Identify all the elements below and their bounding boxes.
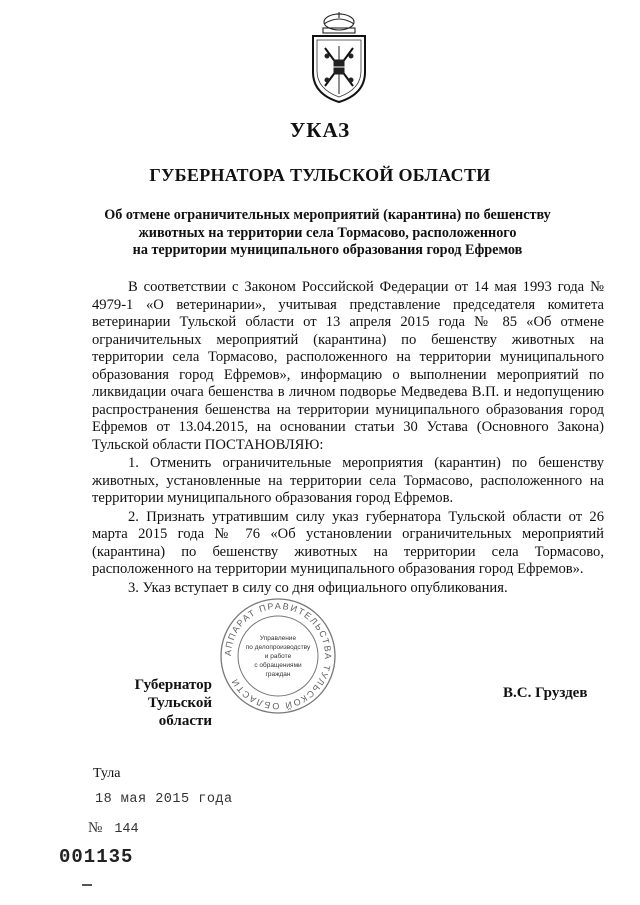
signatory-name: В.С. Груздев <box>503 685 588 701</box>
stamp-line: с обращениями <box>254 662 302 669</box>
decree-item-3: 3. Указ вступает в силу со дня официального опубликования. <box>128 579 508 596</box>
document-title: УКАЗ <box>289 118 351 142</box>
issue-place: Тула <box>93 766 121 781</box>
number-value: 144 <box>114 822 139 837</box>
position-line: Тульской области <box>148 695 212 729</box>
stamp-ring-text: АППАРАТ ПРАВИТЕЛЬСТВА ТУЛЬСКОЙ ОБЛАСТИ <box>222 600 334 712</box>
stamp-line: по делопроизводству <box>245 644 311 651</box>
preamble-paragraph: В соответствии с Законом Российской Федерации от 14 мая 1993 года № 4979-1 «О ветеринарии», учитывая представление председателя комитета ветеринарии Тульской области от 13 апреля 2015 года № 85 «Об отмене ограничительных мероприятий (карантина) по бешенству животных на территории села Тормасово, расположенного на территории муниципального образования город Ефремов», информацию о выполнении мероприятий по ликвидации очага бешенства в личном подворье Медведева В.П. и недопущению распространения бешенства на территории муниципального образования город Ефремов от 13.04.2015, на основании статьи 30 Устава (Основного Закона) Тульской области ПОСТАНОВЛЯЮ: <box>92 279 604 453</box>
heading-line: на территории муниципального образования город Ефремов <box>132 242 523 258</box>
document-number <box>88 820 139 837</box>
decree-item-1: 1. Отменить ограничительные мероприятия (карантин) по бешенству животных, установленные на территории села Тормасово, расположенного на территории муниципального образования город Ефремов. <box>92 455 604 506</box>
scan-mark <box>82 884 92 886</box>
decree-body <box>92 279 604 597</box>
decree-heading <box>100 207 555 260</box>
stamp-line: и работе <box>264 653 292 660</box>
number-label: № <box>88 820 103 836</box>
heading-line: Об отмене ограничительных мероприятий (карантина) по бешенству <box>104 207 551 223</box>
document-subtitle: ГУБЕРНАТОРА ТУЛЬСКОЙ ОБЛАСТИ <box>149 165 491 185</box>
heading-line: животных на территории села Тормасово, расположенного <box>138 224 517 241</box>
official-stamp <box>218 596 338 716</box>
stamp-line: граждан <box>265 671 291 678</box>
signatory-position <box>92 676 212 730</box>
decree-item-2: 2. Признать утратившим силу указ губернатора Тульской области от 26 марта 2015 года № 76 «Об установлении ограничительных мероприятий (карантина) по бешенству животных на территории села Тормасово, расположенного на территории муниципального образования город Ефремов». <box>92 508 604 577</box>
position-line: Губернатор <box>134 677 212 693</box>
issue-date: 18 мая 2015 года <box>95 792 233 807</box>
serial-number: 001135 <box>59 846 134 868</box>
coat-of-arms-emblem <box>299 10 379 104</box>
stamp-line: Управление <box>259 635 297 642</box>
